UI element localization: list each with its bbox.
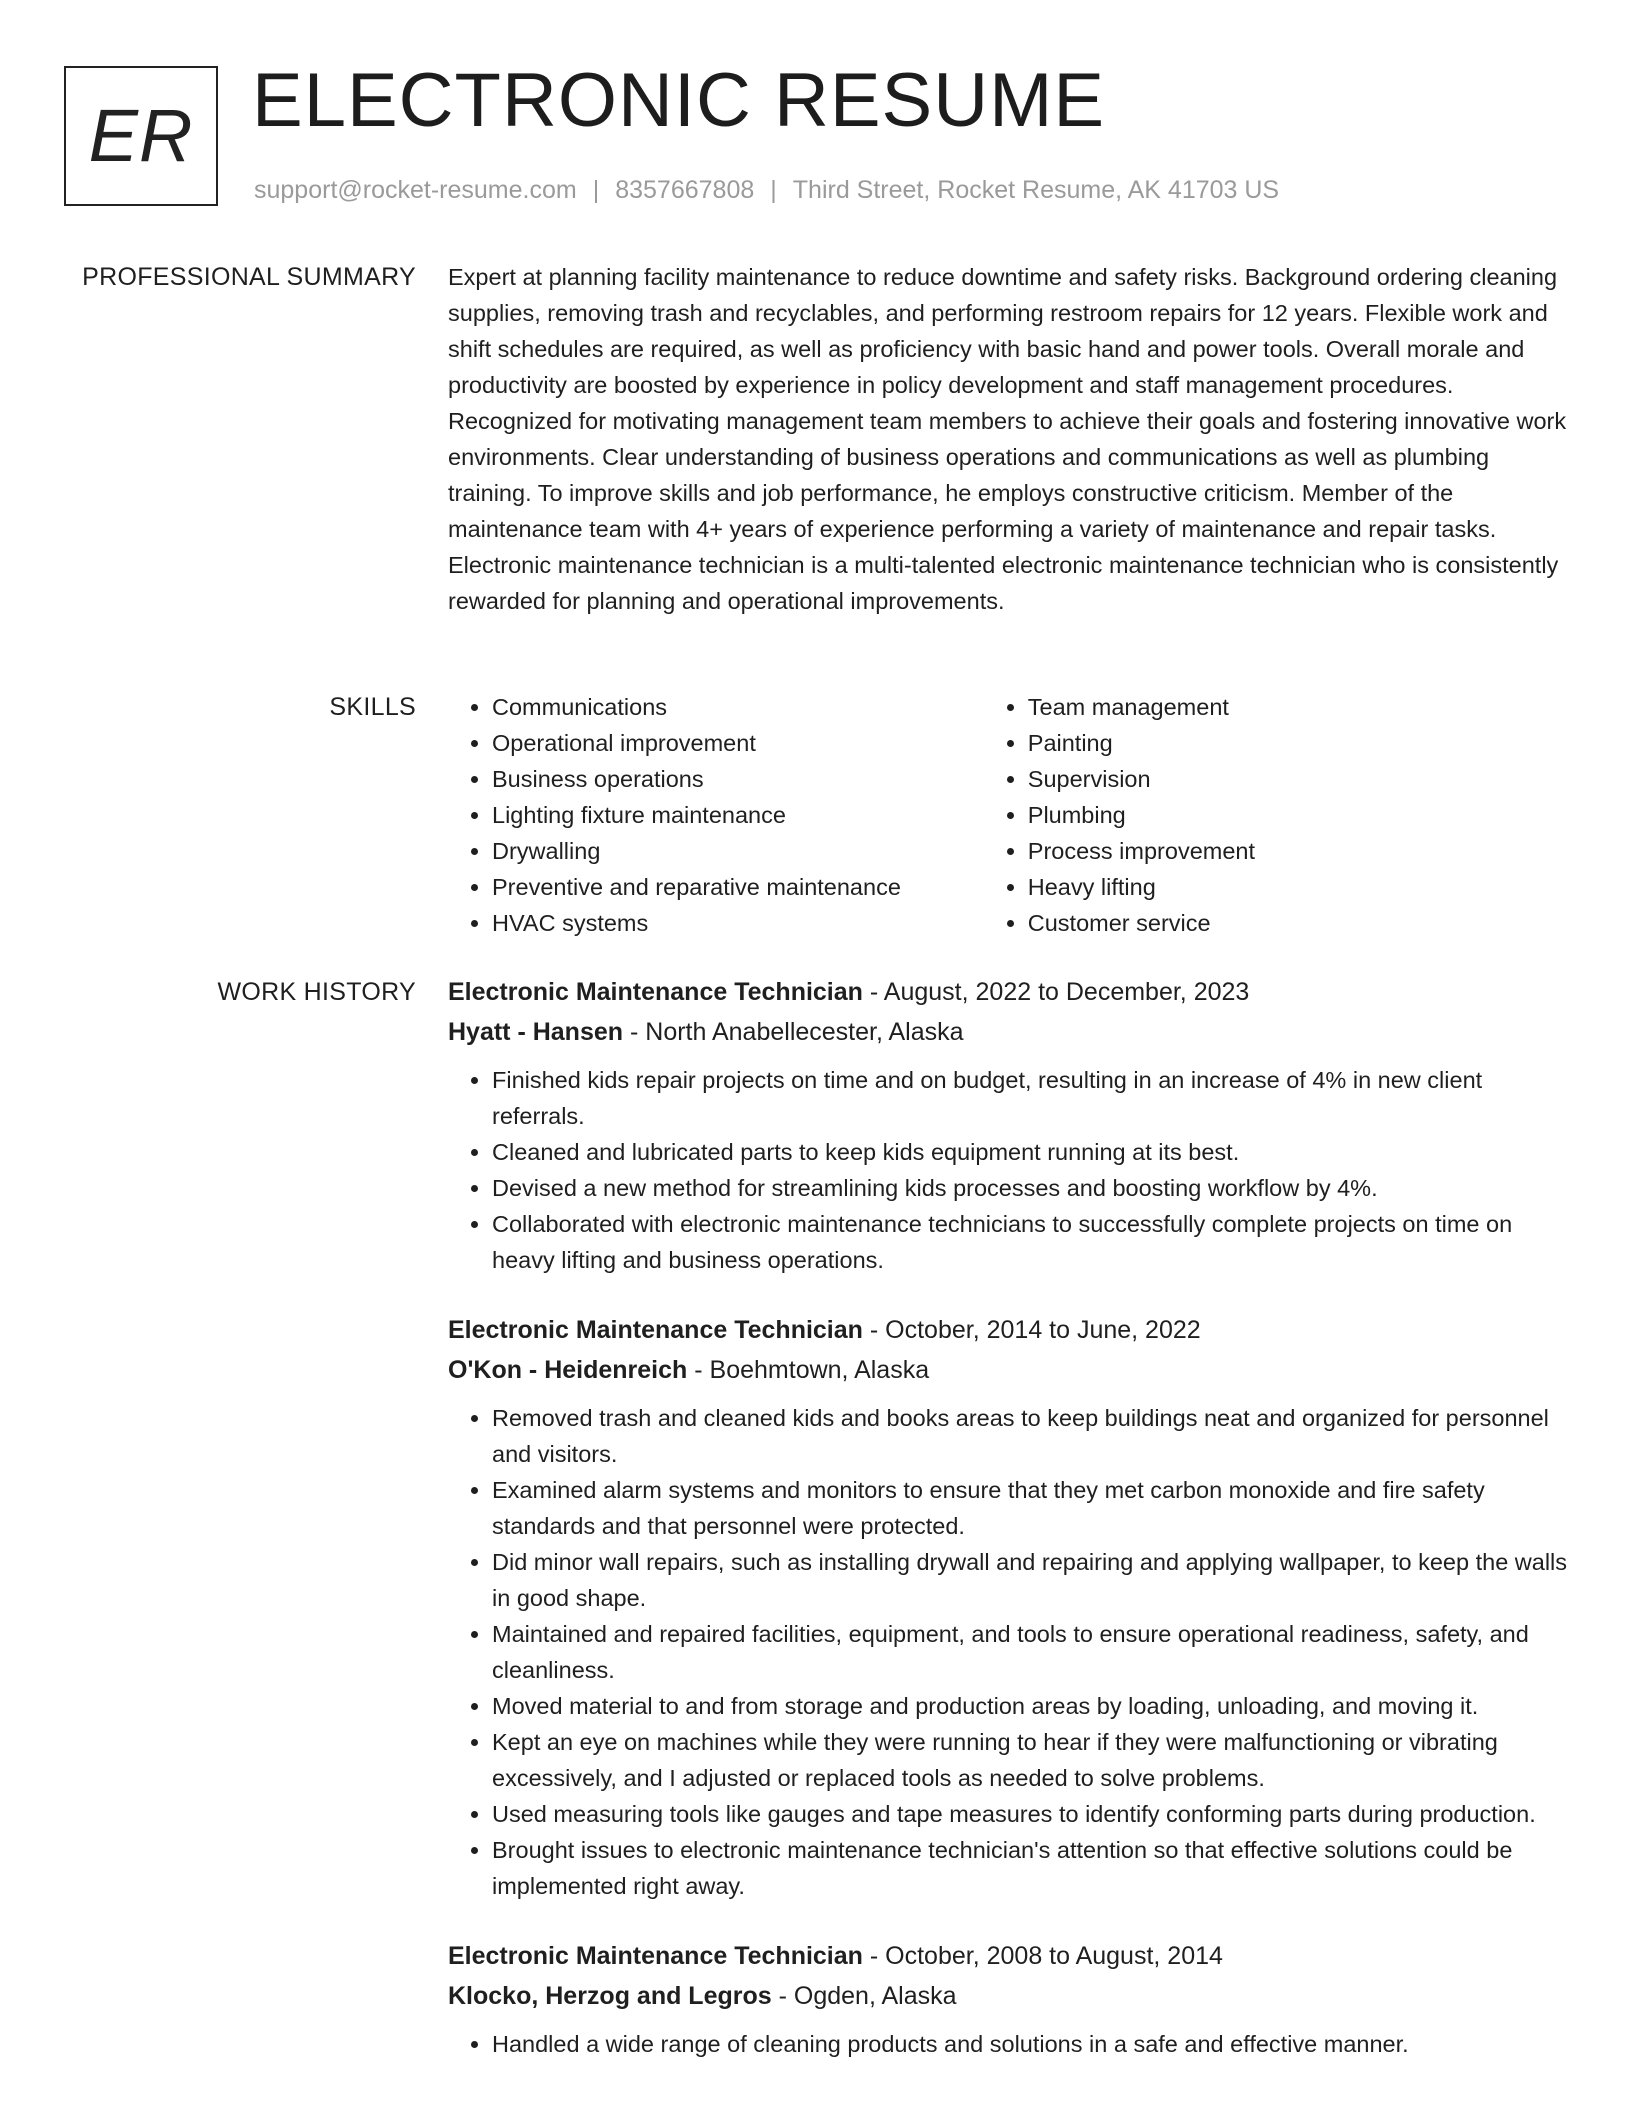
section-label-summary: PROFESSIONAL SUMMARY [82, 263, 416, 291]
skill-item: • Business operations [492, 761, 984, 797]
job-dates: - August, 2022 to December, 2023 [869, 978, 1250, 1006]
monogram-text: ER [88, 94, 194, 177]
contact-phone: 8357667808 [615, 176, 755, 204]
job-company: Klocko, Herzog and Legros [448, 1982, 772, 2010]
skill-item: • Painting [1028, 725, 1572, 761]
contact-separator: | [592, 176, 600, 204]
job-bullet: • Kept an eye on machines while they were running to hear if they were malfunctioning or vibrating excessively, and I adjusted or replaced tools as needed to solve problems. [492, 1724, 1572, 1796]
job-company-line [448, 1976, 1572, 2016]
job-entry [448, 972, 1572, 1278]
skill-item: • Preventive and reparative maintenance [492, 869, 984, 905]
job-bullets [448, 2026, 1572, 2062]
job-bullet: • Did minor wall repairs, such as installing drywall and repairing and applying wallpaper, to keep the walls in good shape. [492, 1544, 1572, 1616]
job-company-line [448, 1012, 1572, 1052]
contact-email: support@rocket-resume.com [254, 176, 577, 204]
job-bullet: • Cleaned and lubricated parts to keep kids equipment running at its best. [492, 1134, 1572, 1170]
job-title: Electronic Maintenance Technician [448, 1316, 863, 1344]
job-entry [448, 1936, 1572, 2062]
job-bullet: • Collaborated with electronic maintenance technicians to successfully complete projects on time on heavy lifting and business operations. [492, 1206, 1572, 1278]
work-history-section [448, 972, 1572, 2094]
job-bullet: • Finished kids repair projects on time and on budget, resulting in an increase of 4% in new client referrals. [492, 1062, 1572, 1134]
skills-section [448, 689, 1572, 941]
job-title: Electronic Maintenance Technician [448, 978, 863, 1006]
skills-column-1 [448, 689, 984, 941]
resume-name: ELECTRONIC RESUME [252, 58, 1106, 143]
summary-text: Expert at planning facility maintenance to reduce downtime and safety risks. Background ordering cleaning supplies, removing trash and recyclables, and performing restroom repairs for 12 years. Flexible work and shift schedules are required, as well as proficiency with basic hand and power tools. Overall morale and productivity are boosted by experience in policy development and staff management procedures. Recognized for motivating management team members to achieve their goals and fostering innovative work environments. Clear understanding of business operations and communications as well as plumbing training. To improve skills and job performance, he employs constructive criticism. Member of the maintenance team with 4+ years of experience performing a variety of maintenance and repair tasks. Electronic maintenance technician is a multi-talented electronic maintenance technician who is consistently rewarded for planning and operational improvements. [448, 264, 1567, 614]
skills-column-2 [984, 689, 1572, 941]
job-bullet: • Examined alarm systems and monitors to ensure that they met carbon monoxide and fire safety standards and that personnel were protected. [492, 1472, 1572, 1544]
job-location: - Boehmtown, Alaska [694, 1356, 930, 1384]
job-company: Hyatt - Hansen [448, 1018, 624, 1046]
section-label-skills: SKILLS [329, 693, 416, 721]
skill-item: • Customer service [1028, 905, 1572, 941]
job-title-line [448, 1310, 1572, 1350]
job-bullet: • Maintained and repaired facilities, equipment, and tools to ensure operational readiness, safety, and cleanliness. [492, 1616, 1572, 1688]
skill-item: • Supervision [1028, 761, 1572, 797]
contact-separator: | [770, 176, 777, 204]
job-company: O'Kon - Heidenreich [448, 1356, 688, 1384]
job-bullet: • Used measuring tools like gauges and tape measures to identify conforming parts during production. [492, 1796, 1572, 1832]
monogram-badge [64, 66, 218, 206]
skill-item: • Lighting fixture maintenance [492, 797, 984, 833]
summary-section [448, 259, 1572, 619]
job-bullet: • Handled a wide range of cleaning products and solutions in a safe and effective manner. [492, 2026, 1572, 2062]
job-bullet: • Brought issues to electronic maintenance technician's attention so that effective solutions could be implemented right away. [492, 1832, 1572, 1904]
skill-item: • Operational improvement [492, 725, 984, 761]
skill-item: • Drywalling [492, 833, 984, 869]
job-bullets [448, 1062, 1572, 1278]
section-label-work-history: WORK HISTORY [217, 978, 416, 1006]
job-title-line [448, 1936, 1572, 1976]
contact-address: Third Street, Rocket Resume, AK 41703 US [792, 176, 1280, 204]
job-company-line [448, 1350, 1572, 1390]
job-bullet: • Moved material to and from storage and production areas by loading, unloading, and moving it. [492, 1688, 1572, 1724]
job-location: - Ogden, Alaska [778, 1982, 957, 2010]
job-dates: - October, 2014 to June, 2022 [869, 1316, 1201, 1344]
job-dates: - October, 2008 to August, 2014 [869, 1942, 1223, 1970]
skill-item: • Team management [1028, 689, 1572, 725]
job-title: Electronic Maintenance Technician [448, 1942, 863, 1970]
skill-item: • Plumbing [1028, 797, 1572, 833]
skill-item: • HVAC systems [492, 905, 984, 941]
skill-item: • Communications [492, 689, 984, 725]
job-bullet: • Devised a new method for streamlining kids processes and boosting workflow by 4%. [492, 1170, 1572, 1206]
skill-item: • Process improvement [1028, 833, 1572, 869]
job-title-line [448, 972, 1572, 1012]
contact-line [254, 174, 1279, 206]
job-bullets [448, 1400, 1572, 1904]
job-entry [448, 1310, 1572, 1904]
job-bullet: • Removed trash and cleaned kids and books areas to keep buildings neat and organized for personnel and visitors. [492, 1400, 1572, 1472]
job-location: - North Anabellecester, Alaska [630, 1018, 964, 1046]
skill-item: • Heavy lifting [1028, 869, 1572, 905]
